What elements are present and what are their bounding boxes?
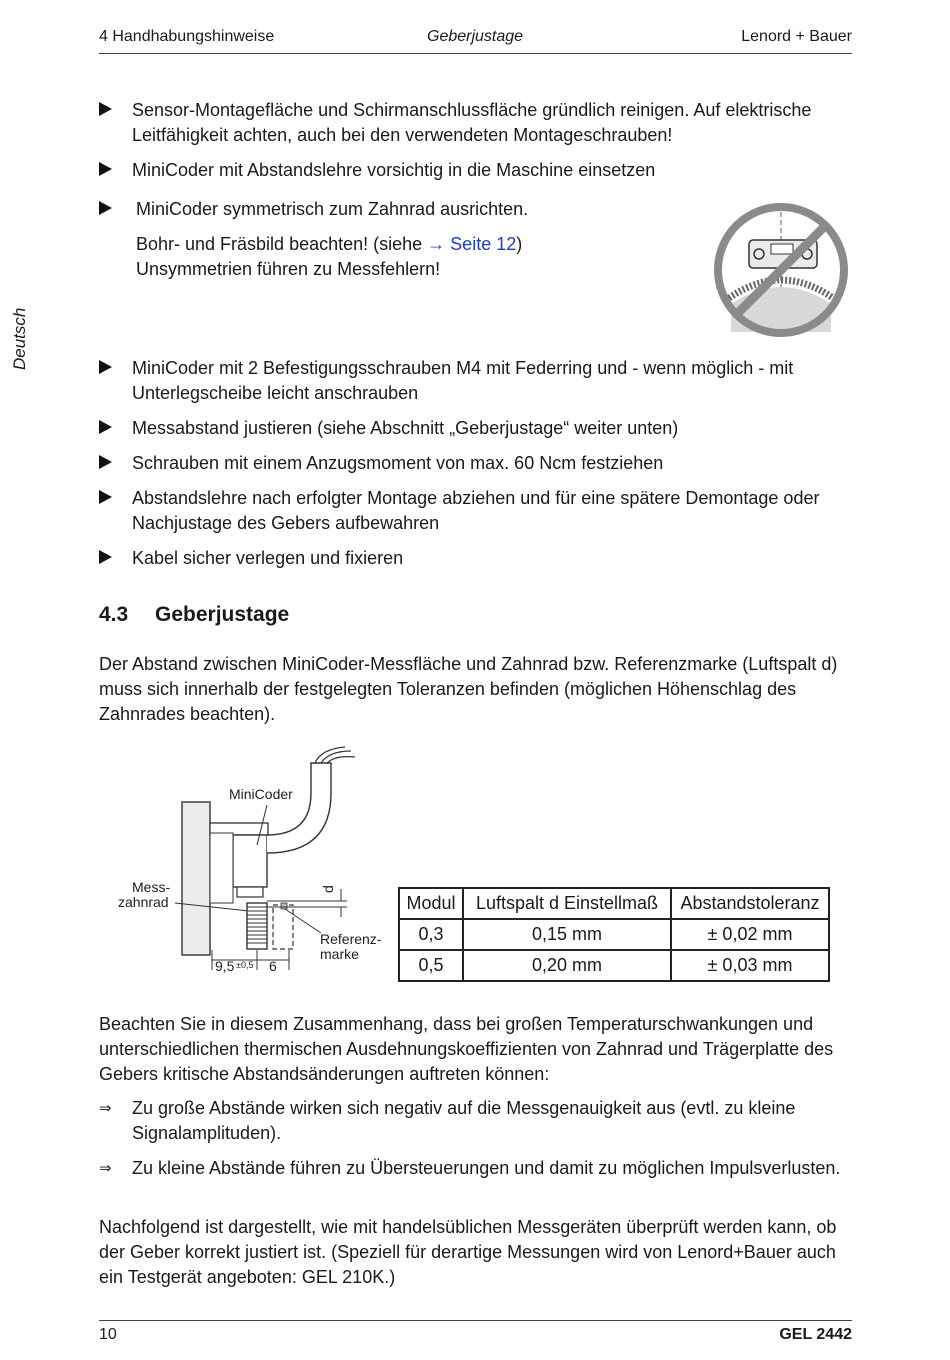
- note-text-suffix: ): [516, 234, 523, 254]
- bullet-triangle-icon: [99, 550, 112, 564]
- dimension-1: 9,5: [215, 958, 235, 974]
- bullet-text: Schrauben mit einem Anzugsmoment von max. 60 Ncm festziehen: [132, 453, 664, 473]
- tolerance-table: [398, 887, 830, 982]
- label-gear-line1: Mess-: [132, 879, 171, 895]
- table-cell: 0,5: [399, 950, 463, 981]
- bullet-item: [99, 98, 851, 148]
- document-id: GEL 2442: [779, 1326, 852, 1343]
- bullet-item: [99, 486, 851, 536]
- bullet-item: [99, 197, 699, 222]
- body-paragraph: Beachten Sie in diesem Zusammenhang, dass bei großen Temperaturschwankungen und unterschiedlichen thermischen Ausdehnungskoeffizienten von Zahnrad und Trägerplatte des Gebers kritische Abstandsänderungen auftreten können:: [99, 1014, 834, 1084]
- table-header-row: [399, 888, 829, 919]
- bullet-triangle-icon: [99, 455, 112, 469]
- bullet-triangle-icon: [99, 201, 112, 215]
- bullet-item: [99, 416, 851, 441]
- note-text: Bohr- und Fräsbild beachten! (siehe: [136, 234, 428, 254]
- body-paragraph: Nachfolgend ist dargestellt, wie mit handelsüblichen Messgeräten überprüft werden kann, ob der Geber korrekt justiert ist. (Speziell für derartige Messungen wird von Lenord+Bauer auch ein Testgerät angeboten: GEL 210K.): [99, 1217, 837, 1287]
- consequence-text: Zu kleine Abstände führen zu Übersteuerungen und damit zu möglichen Impulsverlusten.: [132, 1158, 841, 1178]
- table-row: [399, 919, 829, 950]
- consequence-item: [99, 1156, 851, 1181]
- bullet-triangle-icon: [99, 162, 112, 176]
- bullet-text: Kabel sicher verlegen und fixieren: [132, 548, 404, 568]
- page-link[interactable]: → Seite 12: [427, 234, 517, 254]
- label-gap-d: d: [320, 885, 336, 893]
- language-label: Deutsch: [10, 307, 29, 370]
- table-row: [399, 950, 829, 981]
- header-title: Geberjustage: [427, 28, 524, 45]
- section-title: Geberjustage: [155, 603, 290, 626]
- header-chapter: 4 Handhabungshinweise: [99, 28, 275, 45]
- bullet-item: [99, 451, 851, 476]
- section-number: 4.3: [99, 603, 129, 626]
- dimension-1-tolerance: ±0,5: [236, 960, 254, 970]
- bullet-text: Abstandslehre nach erfolgter Montage abziehen und für eine spätere Demontage oder Nachjustage des Gebers aufbewahren: [132, 488, 820, 533]
- table-cell: ± 0,02 mm: [671, 919, 829, 950]
- table-cell: 0,3: [399, 919, 463, 950]
- intro-paragraph: Der Abstand zwischen MiniCoder-Messfläche und Zahnrad bzw. Referenzmarke (Luftspalt d) muss sich innerhalb der festgelegten Toleranzen befinden (möglichen Höhenschlag des Zahnrades beachten).: [99, 654, 838, 724]
- bullet-item: [99, 546, 851, 571]
- minicoder-diagram: [99, 745, 399, 975]
- bullet-triangle-icon: [99, 420, 112, 434]
- implies-arrow-icon: ⇒: [99, 1100, 112, 1117]
- note-warning: Unsymmetrien führen zu Messfehlern!: [136, 259, 441, 279]
- bullet-triangle-icon: [99, 102, 112, 116]
- bullet-text: MiniCoder symmetrisch zum Zahnrad ausrichten.: [136, 199, 529, 219]
- bullet-text: MiniCoder mit Abstandslehre vorsichtig in die Maschine einsetzen: [132, 160, 656, 180]
- bullet-text: Messabstand justieren (siehe Abschnitt „Geberjustage“ weiter unten): [132, 418, 679, 438]
- label-minicoder: MiniCoder: [229, 786, 293, 802]
- bullet-item: [99, 356, 851, 406]
- table-header: Modul: [399, 888, 463, 919]
- table-cell: 0,20 mm: [463, 950, 671, 981]
- implies-arrow-icon: ⇒: [99, 1160, 112, 1177]
- header-rule: [99, 53, 852, 54]
- bullet-triangle-icon: [99, 360, 112, 374]
- consequence-item: [99, 1096, 851, 1146]
- table-header: Abstandstoleranz: [671, 888, 829, 919]
- bullet-item: [99, 158, 851, 183]
- note: [136, 232, 696, 282]
- prohibited-asymmetric-mounting-icon: [711, 200, 851, 340]
- table-header: Luftspalt d Einstellmaß: [463, 888, 671, 919]
- bullet-text: Sensor-Montagefläche und Schirmanschlussfläche gründlich reinigen. Auf elektrische Leitfähigkeit achten, auch bei den verwendeten Montageschrauben!: [132, 100, 812, 145]
- label-ref-line1: Referenz-: [320, 931, 382, 947]
- consequence-text: Zu große Abstände wirken sich negativ auf die Messgenauigkeit aus (evtl. zu kleine Signalamplituden).: [132, 1098, 796, 1143]
- language-tab: [6, 295, 32, 375]
- page-number: 10: [99, 1326, 117, 1343]
- label-gear-line2: zahnrad: [118, 894, 169, 910]
- section-heading: [99, 603, 289, 627]
- dimension-2: 6: [269, 958, 277, 974]
- table-cell: ± 0,03 mm: [671, 950, 829, 981]
- bullet-text: MiniCoder mit 2 Befestigungsschrauben M4 mit Federring und - wenn möglich - mit Unterlegscheibe leicht anschrauben: [132, 358, 794, 403]
- footer-rule: [99, 1320, 852, 1321]
- bullet-triangle-icon: [99, 490, 112, 504]
- header-company: Lenord + Bauer: [741, 28, 852, 45]
- label-ref-line2: marke: [320, 946, 359, 962]
- table-cell: 0,15 mm: [463, 919, 671, 950]
